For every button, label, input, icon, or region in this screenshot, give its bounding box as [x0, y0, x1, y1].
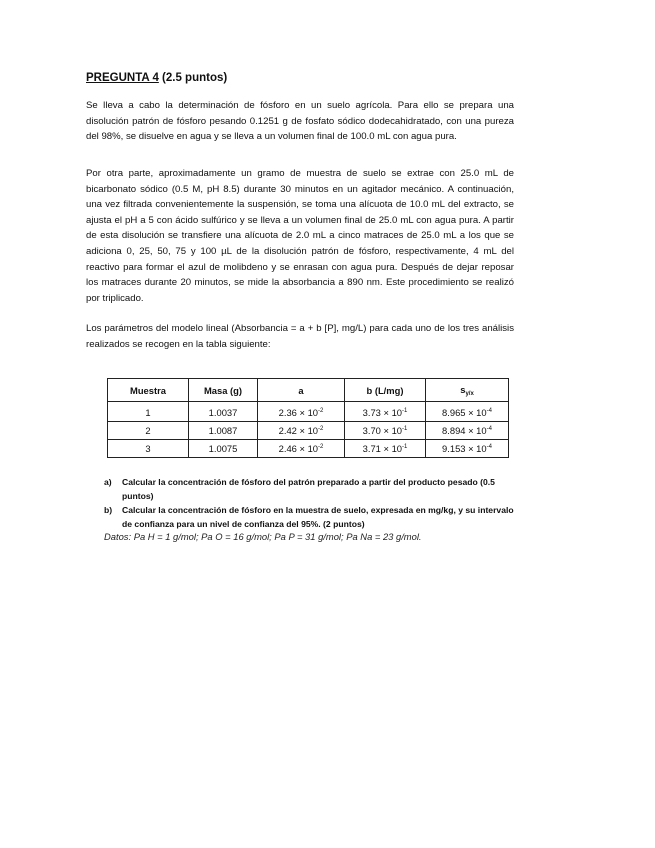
cell-syx: $9.153 \times 10^{-4}$ — [426, 440, 509, 458]
question-b — [104, 504, 524, 531]
cell-b: $3.71 \times 10^{-1}$ — [345, 440, 426, 458]
header-a: a — [258, 379, 345, 402]
cell-syx: $8.965 \times 10^{-4}$ — [426, 402, 509, 422]
cell-a: $2.36 \times 10^{-2}$ — [258, 402, 345, 422]
cell-masa: 1.0037 — [189, 402, 258, 422]
table-row — [108, 402, 509, 422]
header-b: b (L/mg) — [345, 379, 426, 402]
cell-b: $3.70 \times 10^{-1}$ — [345, 422, 426, 440]
cell-syx: $8.894 \times 10^{-4}$ — [426, 422, 509, 440]
table-header-row — [108, 379, 509, 402]
question-number: PREGUNTA 4 — [86, 72, 159, 84]
cell-b: $3.73 \times 10^{-1}$ — [345, 402, 426, 422]
results-table — [107, 378, 509, 458]
question-points: (2.5 puntos) — [162, 72, 228, 84]
cell-masa: 1.0087 — [189, 422, 258, 440]
paragraph-procedure: Por otra parte, aproximadamente un gramo de muestra de suelo se extrae con 25.0 mL de bicarbonato sódico (0.5 M, pH 8.5) durante 30 minutos en un agitador mecánico. A continuación, una vez filtrada convenientemente la suspensión, se toma una alícuota de 10.0 mL del extracto, se ajusta el pH a 5 con ácido sulfúrico y se lleva a un volumen final de 25.0 mL con agua pura. A partir de esta disolución se transfiere una alícuota de 2.0 mL a cinco matraces de 25.0 mL a los que se adiciona 0, 25, 50, 75 y 100 µL de la disolución patrón de fósforo, respectivamente, 4 mL del reactivo para formar el azul de molibdeno y se enrasan con agua pura. Después de dejar reposar los matraces durante 20 minutos, se mide la absorbancia a 890 nm. Este procedimiento se realizó por triplicado. — [86, 168, 514, 304]
paragraph-model: Los parámetros del modelo lineal (Absorbancia = a + b [P], mg/L) para cada uno de los tres análisis realizados se recogen en la tabla siguiente: — [86, 323, 514, 350]
cell-muestra: 1 — [108, 402, 189, 422]
cell-muestra: 2 — [108, 422, 189, 440]
atomic-weights-note: Datos: Pa H = 1 g/mol; Pa O = 16 g/mol; Pa P = 31 g/mol; Pa Na = 23 g/mol. — [104, 531, 422, 542]
question-title — [86, 72, 227, 84]
table-row — [108, 440, 509, 458]
table-row — [108, 422, 509, 440]
question-a-label: a) — [104, 477, 112, 487]
question-b-label: b) — [104, 505, 113, 515]
question-a-text: Calcular la concentración de fósforo del patrón preparado a partir del producto pesado (0.5 puntos) — [122, 477, 495, 501]
cell-a: $2.46 \times 10^{-2}$ — [258, 440, 345, 458]
cell-a: $2.42 \times 10^{-2}$ — [258, 422, 345, 440]
question-b-text: Calcular la concentración de fósforo en la muestra de suelo, expresada en mg/kg, y su intervalo de confianza para un nivel de confianza del 95%. (2 puntos) — [122, 505, 514, 529]
header-masa: Masa (g) — [189, 379, 258, 402]
header-muestra: Muestra — [108, 379, 189, 402]
question-a — [104, 476, 524, 503]
cell-masa: 1.0075 — [189, 440, 258, 458]
paragraph-intro: Se lleva a cabo la determinación de fósforo en un suelo agrícola. Para ello se prepara una disolución patrón de fósforo pesando 0.1251 g de fosfato sódico dodecahidratado, con una pureza del 98%, se disuelve en agua y se lleva a un volumen final de 100.0 mL con agua pura. — [86, 100, 514, 143]
cell-muestra: 3 — [108, 440, 189, 458]
header-syx: $s_{y/x}$ — [426, 379, 509, 402]
